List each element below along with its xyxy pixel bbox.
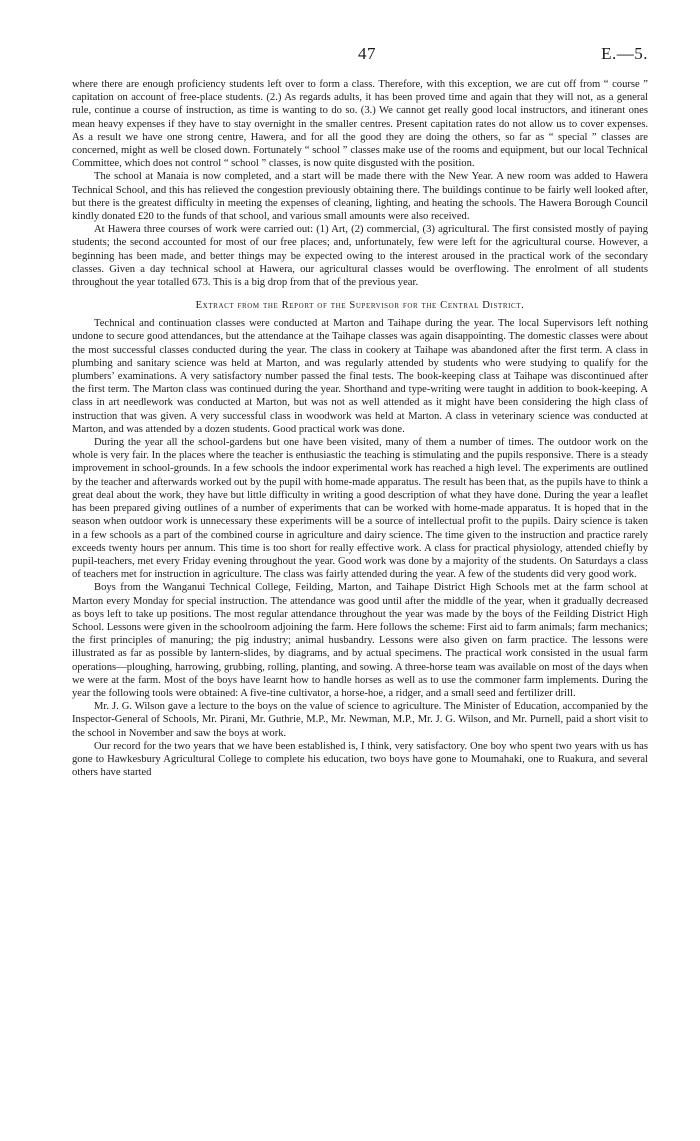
paragraph: The school at Manaia is now completed, and a start will be made there with the New Year. A new room was added to Hawera Technical School, and this has relieved the congestion previously obtaining there. The buildings continue to be fairly well looked after, but there is the greatest difficulty in meeting the expenses of cleaning, lighting, and heating the schools. The Hawera Borough Council kindly donated £20 to the funds of that school, and various small amounts were also received.	[72, 171, 648, 223]
paragraph: At Hawera three courses of work were carried out: (1) Art, (2) commercial, (3) agricultural. The first consisted mostly of paying students; the second accounted for most of our free places; and, unfortunately, few were left for the agricultural course. However, a beginning has been made, and better things may be expected owing to the interest aroused in the practical work of the secondary classes. Given a day technical school at Hawera, our agricultural classes would be overflowing. The enrolment of all students throughout the year totalled 673. This is a big drop from that of the previous year.	[72, 224, 648, 289]
paragraph: where there are enough proficiency students left over to form a class. Therefore, with this exception, we are cut off from “ course ” capitation on account of free-place students. (2.) As regards adults, it has been proved time and again that they will not, as a general rule, continue a course of instruction, as time is wanting to do so. (3.) We cannot get really good local instructors, and itinerant ones mean heavy expenses if they have to stay overnight in the smaller centres. Present capitation rates do not allow us to cover expenses. As a result we have one strong centre, Hawera, and for all the good they are doing the others, so far as “ special ” classes are concerned, might as well be closed down. Fortunately “ school ” classes make use of the rooms and equipment, but our local Technical Committee, which does not control “ school ” classes, is now quite disgusted with the position.	[72, 79, 648, 170]
paragraph: Our record for the two years that we have been established is, I think, very satisfactory. One boy who spent two years with us has gone to Hawkesbury Agricultural College to complete his education, two boys have gone to Moumahaki, one to Ruakura, and several others have started	[72, 740, 648, 779]
section-heading	[72, 300, 648, 311]
paragraph: Mr. J. G. Wilson gave a lecture to the boys on the value of science to agriculture. The Minister of Education, accompanied by the Inspector-General of Schools, Mr. Pirani, Mr. Guthrie, M.P., Mr. Newman, M.P., Mr. J. G. Wilson, and Mr. Purnell, paid a short visit to the school in November and saw the boys at work.	[72, 701, 648, 739]
page-header	[72, 0, 648, 78]
paragraph: During the year all the school-gardens but one have been visited, many of them a number of times. The outdoor work on the whole is very fair. In the places where the teacher is enthusiastic the teaching is stimulating and the pupils responsive. There is a steady improvement in school-grounds. In a few schools the indoor experimental work has reached a high level. The experiments are outlined by the teacher and afterwards worked out by the pupil with home-made apparatus. The result has been that, as the pupils have to think a great deal about the work, they have but little difficulty in writing a good description of what they have done. During the year a leaflet has been prepared giving outlines of a number of experiments that can be worked with home-made apparatus. It is hoped that in the season when outdoor work is unnecessary these experiments will be a source of intellectual profit to the pupils. Dairy science is taken in a few schools as a part of the combined course in agriculture and dairy science. The time given to the instruction and practice rarely exceeds twenty hours per annum. This time is too short for really effective work. A class for practical physiology, attended chiefly by pupil-teachers, met every Friday evening throughout the year. Good work was done by a majority of the students. On Saturdays a class of teachers met for instruction in agriculture. The class was fairly attended during the year. A few of the students did very good work.	[72, 437, 648, 581]
page-number: 47	[358, 44, 376, 63]
section-heading-text: Extract from the Report of the Supervisor for the Central District.	[195, 300, 525, 312]
document-reference: E.—5.	[601, 44, 648, 63]
paragraph: Boys from the Wanganui Technical College, Feilding, Marton, and Taihape District High Schools met at the farm school at Marton every Monday for special instruction. The attendance was good until after the middle of the year, when it gradually decreased as boys left to take up positions. The most regular attendance throughout the year was made by the boys of the Feilding District High School. Lessons were given in the schoolroom adjoining the farm. Here follows the scheme: First aid to farm animals; farm mechanics; the first principles of manuring; the pig industry; animal husbandry. Lessons were also given on farm practice. The lessons were illustrated as far as possible by lantern-slides, by diagrams, and by actual specimens. The practical work consisted in the usual farm operations—ploughing, harrowing, grubbing, rolling, planting, and sowing. A three-horse team was available on most of the days when we were at the farm. Most of the boys have learnt how to handle horses as well as to use the commoner farm implements. During the year the following tools were obtained: A five-tine cultivator, a horse-hoe, a ridger, and a small seed and fertilizer drill.	[72, 582, 648, 699]
body-text	[72, 78, 648, 779]
paragraph: Technical and continuation classes were conducted at Marton and Taihape during the year. The local Supervisors left nothing undone to secure good attendances, but the attendance at the Taihape classes was again disappointing. The domestic classes were about the most successful classes conducted during the year. The class in cookery at Taihape was abandoned after the first term. A class in plumbing and sanitary science was held at Marton, and was regularly attended by students who were studying to qualify for the plumbers’ examinations. A very satisfactory number passed the final tests. The book-keeping class at Taihape was discontinued after the first term. The Marton class was continued during the year. Shorthand and type-writing were taught in addition to book-keeping. A class in art needlework was conducted at Marton, but was not as well attended as it might have been considering the high class of instruction that was given. A very successful class in woodwork was held at Marton. A class in veterinary science was conducted at Marton, and was attended by a dozen students. Good practical work was done.	[72, 318, 648, 435]
